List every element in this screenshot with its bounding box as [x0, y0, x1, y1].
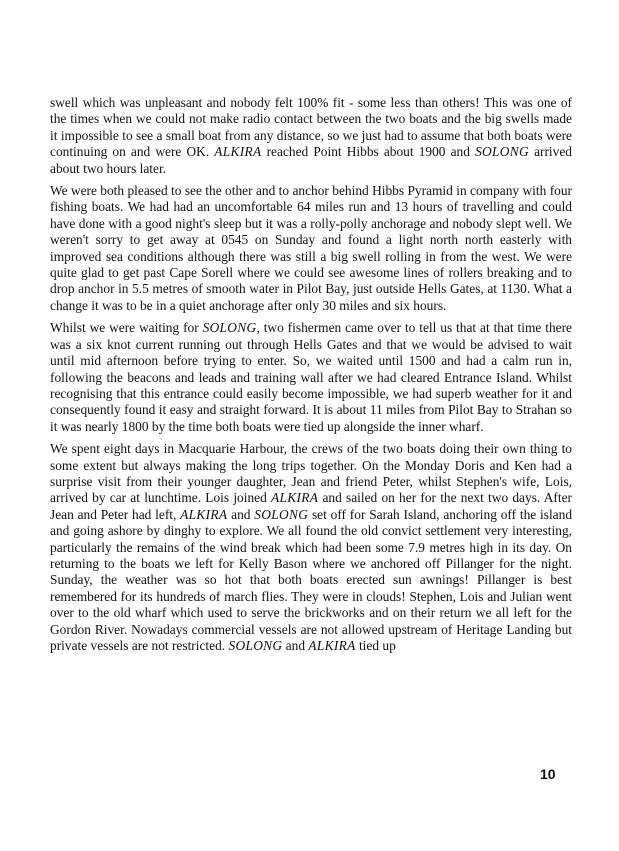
boat-name: ALKIRA: [271, 490, 319, 506]
text-run: We spent eight days in Macquarie Harbour, the crews of the two boats doing their own thing to some extent but always making the long trips together. On the Monday Doris and Ken had a surprise visit from their younger daughter, Jean and friend Peter, whilst Stephen's wife, Lois, arrived by car at lunchtime. Lois joined: [50, 441, 572, 506]
paragraph: [50, 95, 572, 177]
page-number: 10: [540, 766, 556, 782]
text-run: arrived about two hours later.: [50, 144, 572, 176]
text-run: We were both pleased to see the other and to anchor behind Hibbs Pyramid in company with four fishing boats. We had had an uncomfortable 64 miles run and 13 hours of travelling and could have done with a good night's sleep but it was a rolly-polly anchorage and nobody slept well. We weren't sorry to get away at 0545 on Sunday and found a light north north easterly with improved sea conditions although there was still a big swell rolling in from the west. We were quite glad to get past Cape Sorell where we could see awesome lines of rollers breaking and to drop anchor in 5.5 metres of smooth water in Pilot Bay, just outside Hells Gates, at 1130. What a change it was to be in a quiet anchorage after only 30 miles and six hours.: [50, 183, 572, 313]
text-run: and sailed on her for the next two days. After Jean and Peter had left,: [50, 490, 572, 522]
text-run: Whilst we were waiting for: [50, 320, 203, 336]
paragraph: [50, 183, 572, 314]
boat-name: ALKIRA: [180, 506, 228, 522]
boat-name: ALKIRA: [214, 144, 262, 160]
text-run: , two fishermen came over to tell us that at that time there was a six knot current running out through Hells Gates and that we would be advised to wait until mid afternoon before trying to enter. So, we waited until 1500 and had a calm run in, following the beacons and leads and training wall after we had cleared Entrance Island. Whilst recognising that this entrance could easily become impossible, we had superb weather for it and consequently found it easy and straight forward. It is about 11 miles from Pilot Bay to Strahan so it was nearly 1800 by the time both boats were tied up alongside the inner wharf.: [50, 320, 572, 434]
boat-name: SOLONG: [202, 320, 257, 336]
text-run: swell which was unpleasant and nobody felt 100% fit - some less than others! This was one of the times when we could not make radio contact between the two boats and the big swells made it impossible to see a small boat from any distance, so we just had to assume that both boats were continuing on and were OK.: [50, 95, 572, 160]
boat-name: SOLONG: [254, 506, 309, 522]
text-run: and: [227, 506, 255, 522]
boat-name: SOLONG: [475, 144, 529, 160]
text-run: set off for Sarah Island, anchoring off the island and going ashore by dinghy to explore. We all found the old convict settlement very interesting, particularly the remains of the wind break which had been some 7.9 metres high in its day. On returning to the boats we left for Kelly Bason where we anchored off Pillanger for the night. Sunday, the weather was so hot that both boats erected sun awnings! Pillanger is best remembered for its hundreds of march flies. They were in clouds! Stephen, Lois and Julian went over to the old wharf which used to serve the brickworks and on their return we all left for the Gordon River. Nowadays commercial vessels are not allowed upstream of Heritage Landing but private vessels are not restricted.: [50, 506, 573, 653]
text-run: reached Point Hibbs about 1900 and: [261, 144, 476, 160]
paragraph: [50, 441, 572, 654]
text-run: tied up: [355, 638, 396, 653]
text-run: and: [282, 638, 309, 653]
boat-name: ALKIRA: [308, 638, 356, 653]
paragraph: [50, 320, 572, 435]
boat-name: SOLONG: [228, 638, 283, 653]
body-text: [50, 95, 572, 660]
